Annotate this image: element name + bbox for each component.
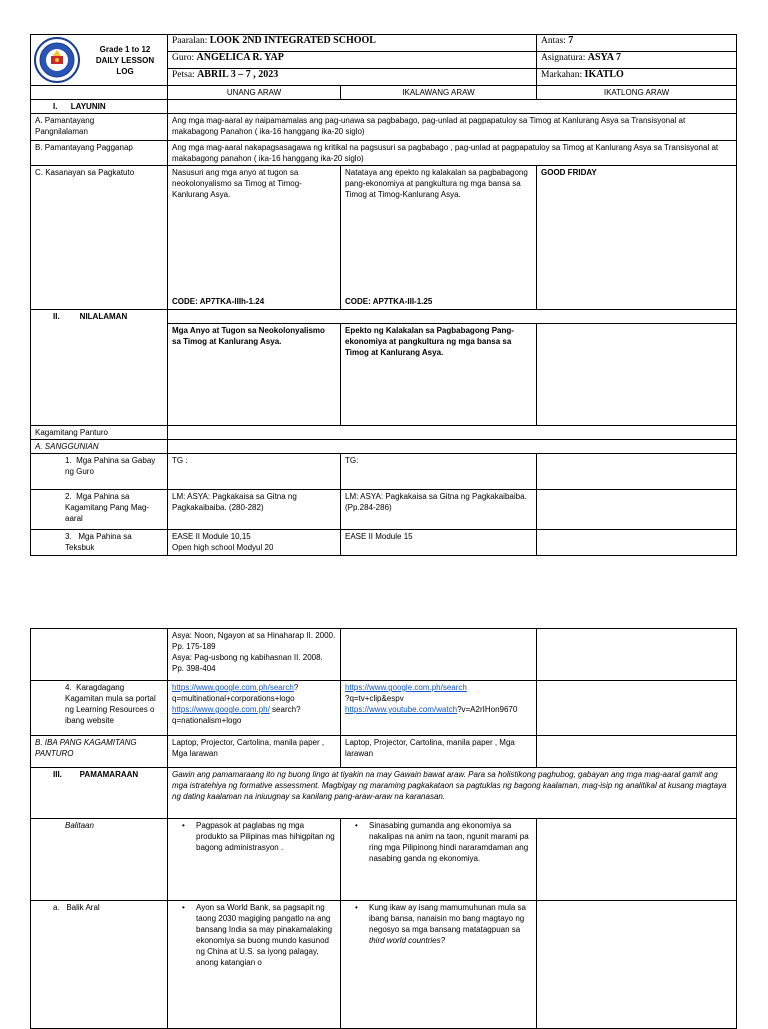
doc-title-line3: LOG — [116, 67, 134, 76]
lr-day1 — [168, 681, 341, 736]
grade-cell — [537, 35, 737, 52]
teacher-label: Guro: — [172, 53, 195, 63]
lesson-log-page-1 — [30, 34, 736, 556]
date-value: ABRIL 3 – 7 , 2023 — [197, 69, 279, 80]
books-day1 — [168, 629, 341, 681]
balitaan-day2-item: • Sinasabing gumanda ang ekonomiya sa nakalipas na anim na taon, ngunit marami pa ring mga Pilipinong hindi nararamdaman ang nasabing ganda ng ekonomiya. — [369, 820, 532, 864]
section-nilalaman: II. NILALAMAN — [31, 310, 168, 426]
kagamitang-mag-aaral-label: 2. Mga Pahina sa Kagamitang Pang Mag-aaral — [31, 490, 168, 530]
teksbuk-day2: EASE II Module 15 — [341, 530, 537, 556]
date-label: Petsa: — [172, 70, 195, 80]
karagdagang-kagamitan-label: 4. Karagdagang Kagamitan mula sa portal ng Learning Resources o ibang website — [31, 681, 168, 736]
lr-day3 — [537, 681, 737, 736]
date-cell — [168, 69, 537, 86]
link-query-1: ?q=multinational+corporations+logo — [172, 683, 299, 703]
link-google-nationalism[interactable]: https://www.google.com.ph/ — [172, 705, 270, 714]
balitaan-day1-item: • Pagpasok at paglabas ng mga produkto sa Pilipinas mas hihigpitan ng bagong administrasyon . — [196, 820, 336, 853]
teksbuk-day1-line2: Open high school Modyul 20 — [172, 543, 274, 552]
day1-header: UNANG ARAW — [168, 86, 341, 100]
balik-aral-day2-text: Kung ikaw ay isang mamumuhunan mula sa ibang bansa, nanaisin mo bang magtayo ng negosyo sa mga bansang matatagpuan sa — [369, 903, 526, 934]
kasanayan-label: C. Kasanayan sa Pagkatuto — [31, 166, 168, 310]
nilalaman-day1: Mga Anyo at Tugon sa Neokolonyalismo sa Timog at Kanlurang Asya. — [168, 324, 341, 426]
kasanayan-day2 — [341, 166, 537, 310]
teksbuk-label: 3. Mga Pahina sa Teksbuk — [31, 530, 168, 556]
kasanayan-day2-text: Natataya ang epekto ng kalakalan sa pagbabagong pang-ekonomiya at pangkultura ng mga bansa sa Timog at Timog-Kanlurang Asya. — [345, 168, 528, 199]
grade-value: 7 — [568, 35, 574, 46]
iba-day2: Laptop, Projector, Cartolina, manila paper , Mga larawan — [341, 736, 537, 768]
label-line1: A. Pamantayang — [35, 116, 95, 125]
subject-cell — [537, 52, 737, 69]
balik-aral-day2-item — [369, 902, 532, 946]
teacher-name: ANGELICA R. YAP — [196, 52, 284, 63]
pamantayang-pangnilalaman-text: Ang mga mag-aaral ay naipamamalas ang pag-unawa sa pagbabago, pag-unlad at pagpapatuloy sa Timog at Kanlurang Asya sa Transisyonal at makabagong Panahon ( ika-16 hanggang ika-20 siglo) — [168, 114, 737, 141]
lr-day2 — [341, 681, 537, 736]
balitaan-day1 — [168, 819, 341, 901]
doc-title-line1: Grade 1 to 12 — [99, 45, 151, 54]
balitaan-label: Balitaan — [31, 819, 168, 901]
kagamitang-panturo-label: Kagamitang Panturo — [31, 426, 168, 440]
pamamaraan-text: Gawin ang pamamaraang ito ng buong lingo at tiyakin na may Gawain bawat araw. Para sa holistikong paghubog, gabayan ang mga mag-aaral gamit ang mga istratehiya ng formative assessment. Magbigay ng maraming pagkakataon sa pagtuklas ng bagong kaalaman, mag-isip ng analitikal at kusang magtaya ng dating kaalaman na iniuugnay sa kanilang pang-araw-araw na karanasan. — [168, 768, 737, 819]
books-day3 — [537, 629, 737, 681]
label-line2: Pangnilalaman — [35, 127, 88, 136]
pamantayang-pangnilalaman-label — [31, 114, 168, 141]
teacher-cell — [168, 52, 537, 69]
kasanayan-day3: GOOD FRIDAY — [537, 166, 737, 310]
tg-day2: TG: — [341, 454, 537, 490]
link-query-3: ?q=tv+clip&espv — [345, 694, 404, 703]
grade-label: Antas: — [541, 36, 566, 46]
link-google-tv[interactable]: https://www.google.com.ph/search — [345, 683, 467, 692]
nilalaman-day2: Epekto ng Kalakalan sa Pagbabagong Pang-ekonomiya at pangkultura ng mga bansa sa Timog at Kanlurang Asya. — [341, 324, 537, 426]
tg-day3 — [537, 454, 737, 490]
balik-aral-day2 — [341, 901, 537, 1029]
iba-kagamitan-label: B. IBA PANG KAGAMITANG PANTURO — [31, 736, 168, 768]
subject-label: Asignatura: — [541, 53, 586, 63]
lm-day1: LM: ASYA: Pagkakaisa sa Gitna ng Pagkakaibaiba. (280-282) — [168, 490, 341, 530]
lesson-log-table-2 — [30, 628, 737, 1029]
code-day2: CODE: AP7TKA-III-1.25 — [345, 297, 433, 306]
school-label: Paaralan: — [172, 36, 208, 46]
subject-value: ASYA 7 — [587, 52, 621, 63]
code-day1: CODE: AP7TKA-IIIh-1.24 — [172, 297, 265, 306]
gabay-guro-label: 1. Mga Pahina sa Gabay ng Guro — [31, 454, 168, 490]
day2-header: IKALAWANG ARAW — [341, 86, 537, 100]
lm-day2: LM: ASYA: Pagkakaisa sa Gitna ng Pagkakaibaiba. (Pp.284-286) — [341, 490, 537, 530]
teksbuk-day3 — [537, 530, 737, 556]
teksbuk-day1-line1: EASE II Module 10,15 — [172, 532, 251, 541]
day3-header: IKATLONG ARAW — [537, 86, 737, 100]
section-pamamaraan: III. PAMAMARAAN — [31, 768, 168, 819]
balik-aral-day2-italic: third world countries? — [369, 936, 446, 945]
school-cell — [168, 35, 537, 52]
link-query-2: search?q=nationalism+logo — [172, 705, 301, 725]
deped-seal-icon — [31, 35, 83, 85]
lm-day3 — [537, 490, 737, 530]
quarter-value: IKATLO — [584, 69, 624, 80]
balik-aral-day3 — [537, 901, 737, 1029]
iba-day3 — [537, 736, 737, 768]
balitaan-day2 — [341, 819, 537, 901]
nilalaman-blank — [168, 310, 737, 324]
quarter-cell — [537, 69, 737, 86]
balik-aral-day1-item: • Ayon sa World Bank, sa pagsapit ng taong 2030 magiging pangatlo na ang bansang India sa may pinakamalaking ekonomiya sa buong mundo kasunod ng China at U.S. sa iyong palagay, anong katangian o — [196, 902, 336, 968]
link-google-mnc[interactable]: https://www.google.com.ph/search — [172, 683, 294, 692]
sanggunian-label: A. SANGGUNIAN — [31, 440, 168, 454]
book-ref-1: Asya: Noon, Ngayon at sa Hinaharap II. 2000. Pp. 175-189 — [172, 631, 336, 651]
kagamitang-blank — [168, 426, 737, 440]
kasanayan-day1-text: Nasusuri ang mga anyo at tugon sa neokolonyalismo sa Timog at Timog-Kanlurang Asya. — [172, 168, 302, 199]
books-day2 — [341, 629, 537, 681]
balik-aral-label: a. Balik Aral — [31, 901, 168, 1029]
pamantayang-pagganap-text: Ang mga mag-aaral nakapagsasagawa ng kritikal na pagsusuri sa pagbabago , pag-unlad at pagpapatuloy sa Timog at Kanlurang Asya sa Transisyonal at makabagong panahon ( ika-16 hanggang ika-20 siglo) — [168, 141, 737, 166]
section-layunin: I. LAYUNIN — [31, 100, 168, 114]
quarter-label: Markahan: — [541, 70, 583, 80]
teksbuk-day1 — [168, 530, 341, 556]
layunin-blank — [168, 100, 737, 114]
school-name: LOOK 2ND INTEGRATED SCHOOL — [209, 35, 376, 46]
balik-aral-day1 — [168, 901, 341, 1029]
tg-day1: TG : — [168, 454, 341, 490]
iba-day1: Laptop, Projector, Cartolina, manila paper , Mga larawan — [168, 736, 341, 768]
nilalaman-day3 — [537, 324, 737, 426]
balitaan-day3 — [537, 819, 737, 901]
kasanayan-day1 — [168, 166, 341, 310]
sanggunian-blank — [168, 440, 737, 454]
link-query-4: ?v=A2rIHon9670 — [457, 705, 518, 714]
doc-title-line2: DAILY LESSON — [95, 56, 155, 65]
lesson-log-page-2 — [30, 628, 736, 1029]
pamantayang-pagganap-label: B. Pamantayang Pagganap — [31, 141, 168, 166]
link-youtube[interactable]: https://www.youtube.com/watch — [345, 705, 458, 714]
deped-logo-cell — [31, 35, 168, 86]
book-ref-2: Asya: Pag-usbong ng kabihasnan II. 2008. Pp. 398-404 — [172, 653, 323, 673]
teksbuk-cont-label — [31, 629, 168, 681]
lesson-log-table-1 — [30, 34, 737, 556]
day-header-blank — [31, 86, 168, 100]
